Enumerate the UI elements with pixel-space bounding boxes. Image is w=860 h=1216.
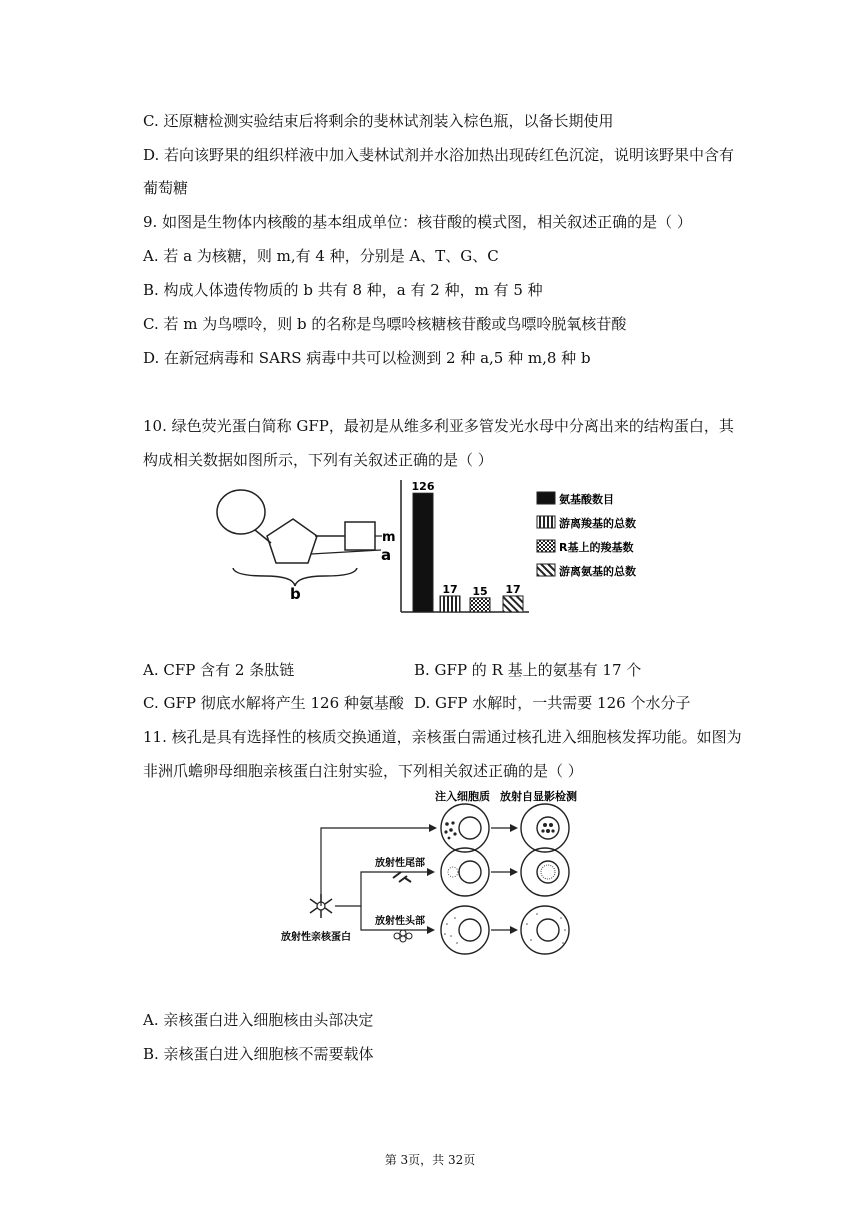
head-label: 放射性头部 [375, 916, 425, 927]
legend-swatch-2 [537, 516, 555, 528]
option-c-q10: C. GFP 彻底水解将产生 126 种氨基酸 [143, 694, 404, 712]
label-b: b [290, 585, 301, 603]
legend-label-4: 游离氨基的总数 [559, 565, 636, 578]
option-b-q10: B. GFP 的 R 基上的氨基有 17 个 [414, 661, 642, 679]
cell-row1-detected [521, 804, 569, 852]
legend-swatch-3 [537, 540, 555, 552]
radioactive-head-icon [394, 930, 412, 942]
nucleotide-diagram [205, 486, 400, 604]
cell-row3-injected [441, 906, 489, 954]
page-footer: 第 3页，共 32页 [384, 1153, 476, 1167]
option-b-q9: B. 构成人体遗传物质的 b 共有 8 种，a 有 2 种，m 有 5 种 [143, 281, 543, 299]
option-c-q8: C. 还原糖检测实验结束后将剩余的斐林试剂装入棕色瓶，以备长期使用 [143, 112, 614, 130]
brace-b [233, 568, 357, 586]
bar-3 [470, 598, 490, 612]
option-a-q9: A. 若 a 为核糖，则 m,有 4 种，分别是 A、T、G、C [143, 247, 499, 265]
protein-label: 放射性亲核蛋白 [281, 932, 351, 943]
legend-label-1: 氨基酸数目 [559, 493, 614, 506]
legend-swatch-4 [537, 564, 555, 576]
legend-label-3: R基上的羧基数 [559, 541, 634, 554]
cell-row3-detected [521, 906, 569, 954]
tail-label: 放射性尾部 [375, 858, 425, 869]
bar-4 [503, 596, 523, 612]
legend-swatch-1 [537, 492, 555, 504]
option-a-q11: A. 亲核蛋白进入细胞核由头部决定 [143, 1011, 374, 1029]
detect-label: 放射自显影检测 [500, 790, 577, 803]
label-m: m [382, 530, 396, 545]
cell-row2-injected [441, 848, 489, 896]
option-d-q8-line1: D. 若向该野果的组织样液中加入斐林试剂并水浴加热出现砖红色沉淀，说明该野果中含有 [143, 146, 735, 164]
bar-1 [413, 493, 433, 612]
bar-value-label-1: 126 [411, 480, 435, 494]
option-d-q9: D. 在新冠病毒和 SARS 病毒中共可以检测到 2 种 a,5 种 m,8 种 b [143, 349, 591, 367]
cell-row2-detected [521, 848, 569, 896]
radioactive-tail-icon [393, 872, 411, 882]
cell-row1-injected [441, 804, 489, 852]
option-c-q9: C. 若 m 为鸟嘌呤，则 b 的名称是鸟嘌呤核糖核苷酸或鸟嘌呤脱氧核苷酸 [143, 315, 627, 333]
inject-label: 注入细胞质 [435, 790, 490, 803]
option-d-q10: D. GFP 水解时，一共需要 126 个水分子 [414, 694, 691, 712]
question-10-line2: 构成相关数据如图所示，下列有关叙述正确的是（ ） [143, 451, 493, 469]
option-d-q8-line2: 葡萄糖 [143, 179, 189, 197]
question-10-line1: 10. 绿色荧光蛋白简称 GFP，最初是从维多利亚多管发光水母中分离出来的结构蛋白，其 [143, 417, 734, 435]
bar-2 [440, 596, 460, 612]
question-9: 9. 如图是生物体内核酸的基本组成单位：核苷酸的模式图，相关叙述正确的是（ ） [143, 213, 692, 231]
base-box [345, 522, 375, 550]
pentose-sugar [267, 519, 317, 563]
label-a: a [381, 546, 392, 564]
gfp-bar-chart [395, 476, 660, 616]
bar-value-label-3: 15 [472, 584, 488, 598]
question-11-line2: 非洲爪蟾卵母细胞亲核蛋白注射实验，下列相关叙述正确的是（ ） [143, 762, 583, 780]
legend-label-2: 游离羧基的总数 [559, 517, 636, 530]
phosphate-group [217, 490, 265, 534]
experiment-diagram [275, 788, 595, 958]
bar-value-label-2: 17 [442, 582, 458, 596]
question-11-line1: 11. 核孔是具有选择性的核质交换通道，亲核蛋白需通过核孔进入细胞核发挥功能。如图为 [143, 728, 742, 746]
bar-value-label-4: 17 [505, 582, 521, 596]
option-b-q11: B. 亲核蛋白进入细胞核不需要载体 [143, 1045, 374, 1063]
option-a-q10: A. CFP 含有 2 条肽链 [143, 661, 295, 679]
